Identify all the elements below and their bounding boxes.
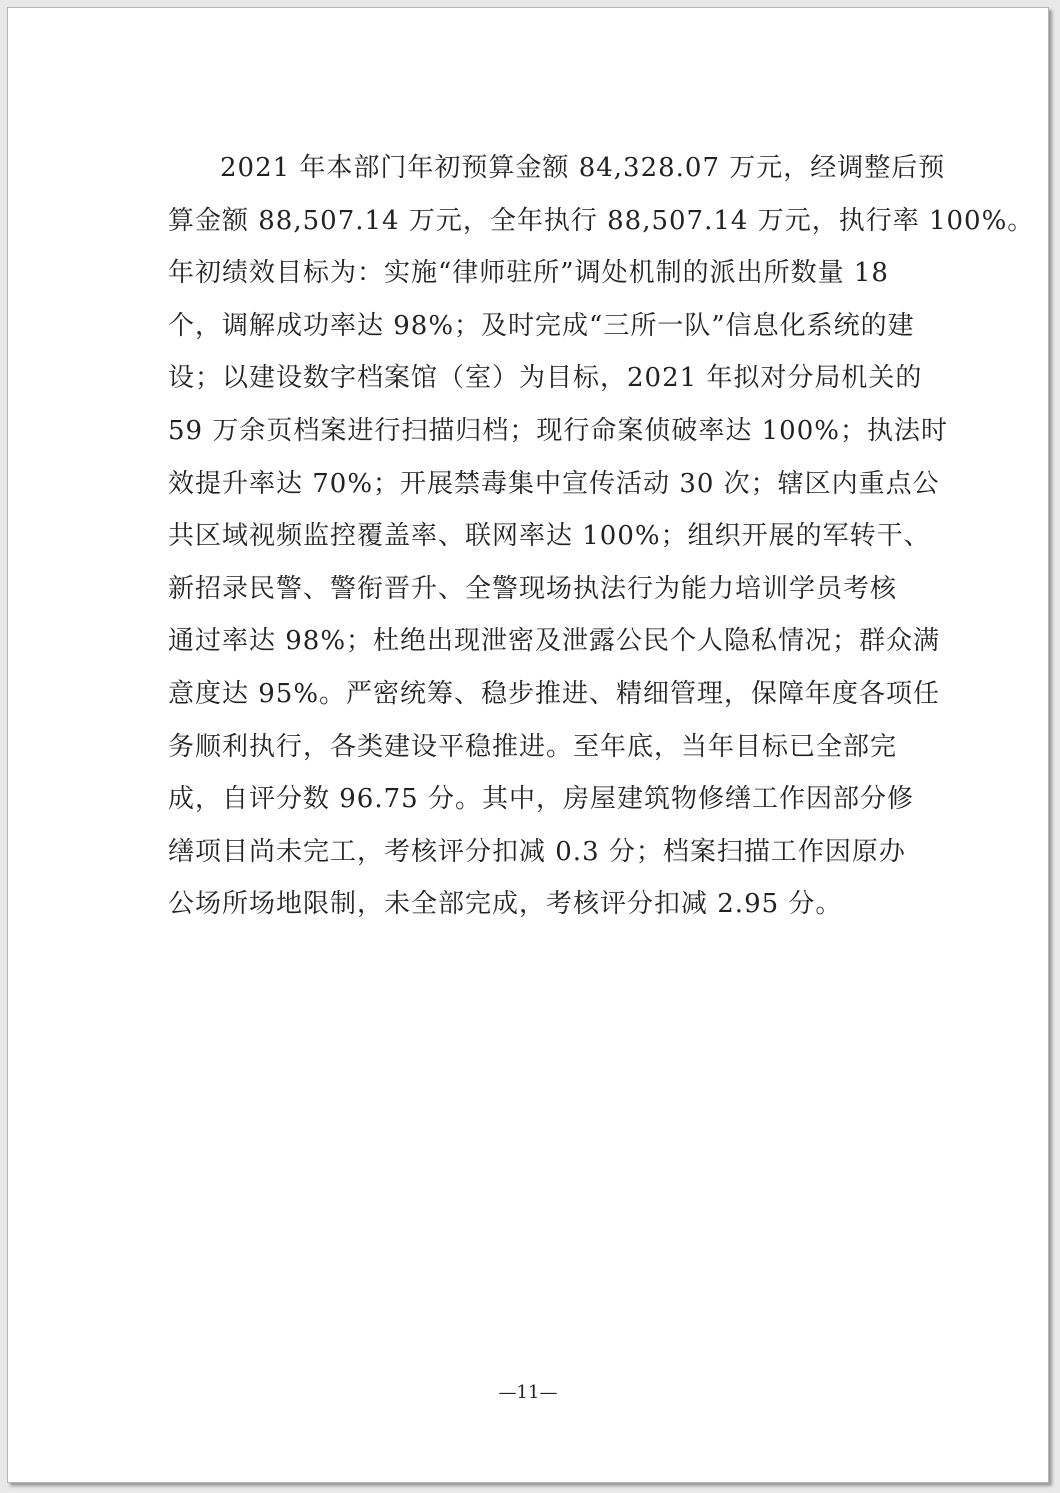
paragraph-line: 设；以建设数字档案馆（室）为目标，2021 年拟对分局机关的 — [168, 363, 923, 394]
paragraph-line: 通过率达 98%；杜绝出现泄密及泄露公民个人隐私情况；群众满 — [168, 626, 941, 657]
paragraph-line: 缮项目尚未完工，考核评分扣减 0.3 分；档案扫描工作因原办 — [168, 836, 906, 867]
paragraph-line: 新招录民警、警衔晋升、全警现场执法行为能力培训学员考核 — [168, 573, 898, 604]
document-page — [7, 7, 1049, 1483]
paragraph-line: 意度达 95%。严密统筹、稳步推进、精细管理，保障年度各项任 — [168, 678, 941, 709]
page-number: —11— — [498, 1382, 558, 1403]
paragraph-line: 算金额 88,507.14 万元，全年执行 88,507.14 万元，执行率 100%。 — [168, 205, 1035, 236]
paragraph-line: 共区域视频监控覆盖率、联网率达 100%；组织开展的军转干、 — [168, 521, 931, 552]
paragraph-line: 效提升率达 70%；开展禁毒集中宣传活动 30 次；辖区内重点公 — [168, 468, 940, 499]
paragraph-line: 59 万余页档案进行扫描归档；现行命案侦破率达 100%；执法时 — [168, 415, 948, 446]
paragraph-line: 2021 年本部门年初预算金额 84,328.07 万元，经调整后预 — [220, 153, 946, 183]
body-paragraph — [168, 142, 1035, 931]
paragraph-line: 年初绩效目标为：实施“律师驻所”调处机制的派出所数量 18 — [168, 258, 889, 289]
paragraph-line: 务顺利执行，各类建设平稳推进。至年底，当年目标已全部完 — [168, 731, 898, 762]
paragraph-line: 成，自评分数 96.75 分。其中，房屋建筑物修缮工作因部分修 — [168, 784, 914, 815]
paragraph-line: 个，调解成功率达 98%；及时完成“三所一队”信息化系统的建 — [168, 310, 915, 341]
paragraph-line: 公场所场地限制，未全部完成，考核评分扣减 2.95 分。 — [168, 889, 843, 920]
